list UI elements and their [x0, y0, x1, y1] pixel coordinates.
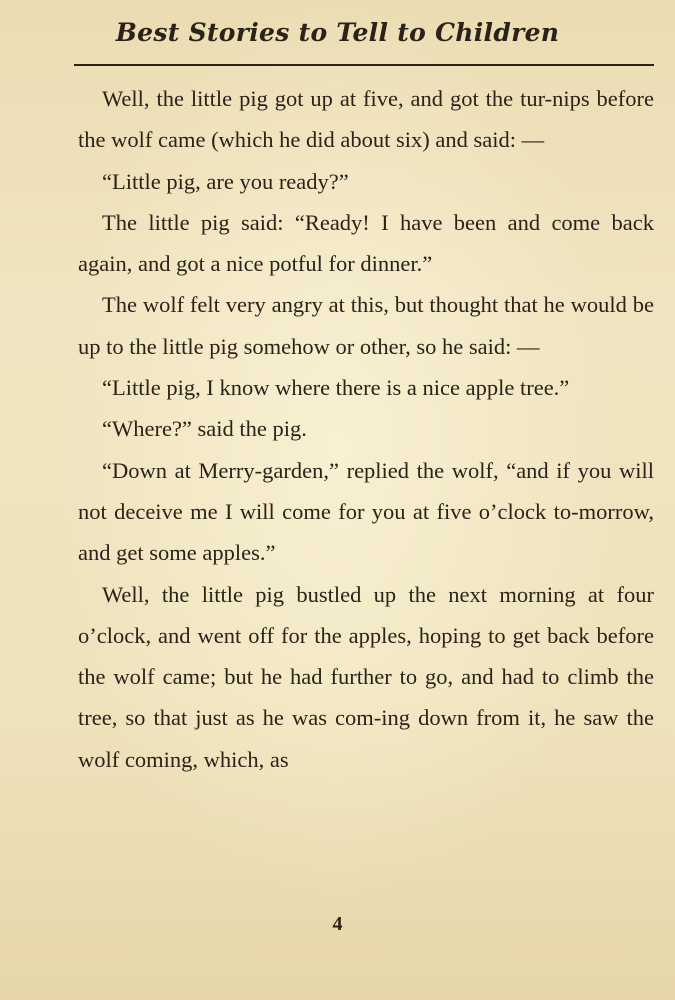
paragraph: “Where?” said the pig. — [102, 416, 307, 442]
paragraph: The wolf felt very angry at this, but thought that he would be up to the little pig somehow or other, so he said: — — [78, 292, 654, 359]
page-body-text — [78, 78, 654, 780]
paragraph: “Little pig, are you ready?” — [102, 168, 349, 194]
paragraph: “Down at Merry-garden,” replied the wolf, “and if you will not deceive me I will come for you at five o’clock to-morrow, and get some apples.” — [78, 457, 654, 566]
paragraph: “Little pig, I know where there is a nice apple tree.” — [102, 375, 570, 401]
running-header-title: Best Stories to Tell to Children — [115, 18, 560, 47]
paragraph: The little pig said: “Ready! I have been and come back again, and got a nice potful for dinner.” — [78, 209, 654, 277]
header-divider — [74, 64, 654, 66]
page-number: 4 — [332, 913, 343, 935]
paragraph: Well, the little pig bustled up the next morning at four o’clock, and went off for the apples, hoping to get back before the wolf came; but he had further to go, and had to climb the tree, so that just as he was com-ing down from it, he saw the wolf coming, which, as — [78, 581, 654, 772]
paragraph: Well, the little pig got up at five, and got the tur-nips before the wolf came (which he did about six) and said: — — [78, 86, 654, 153]
